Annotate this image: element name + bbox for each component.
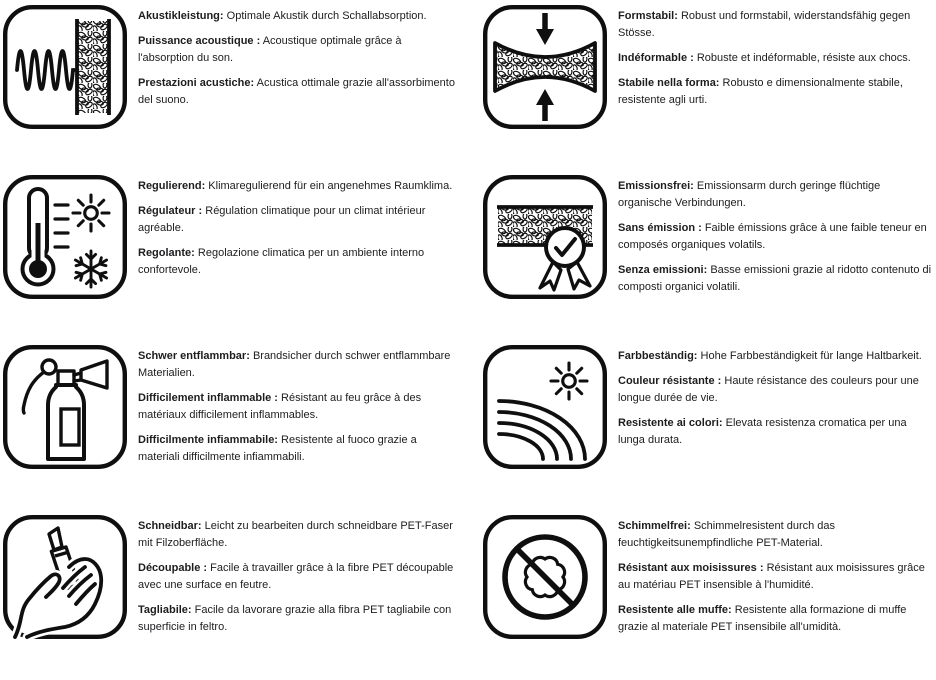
- feature-text-it: Facile da lavorare grazie alla fibra PET tagliabile con superficie in feltro.: [138, 604, 452, 633]
- feature-label-de: Formstabil:: [618, 10, 678, 22]
- certified-material-icon: [483, 175, 607, 299]
- feature-label-de: Schwer entflammbar:: [138, 350, 250, 362]
- feature-text-de: Klimaregulierend für ein angenehmes Raumklima.: [208, 180, 453, 192]
- feature-text-it: Regolazione climatica per un ambiente interno confortevole.: [138, 247, 425, 276]
- feature-paragraph-de: [618, 348, 936, 365]
- feature-text-fr: Robuste et indéformable, résiste aux chocs.: [696, 52, 911, 64]
- feature-label-de: Schneidbar:: [138, 520, 202, 532]
- feature-label-it: Resistente ai colori:: [618, 417, 723, 429]
- compression-resistance-icon: [483, 5, 607, 129]
- feature-paragraph-fr: [138, 390, 458, 424]
- feature-card-climate-regulating: [0, 170, 468, 340]
- feature-label-fr: Résistant aux moisissures :: [618, 562, 764, 574]
- feature-label-it: Stabile nella forma:: [618, 77, 720, 89]
- rainbow-sun-icon: [483, 345, 607, 469]
- thermometer-sun-snowflake-icon: [3, 175, 127, 299]
- feature-label-fr: Couleur résistante :: [618, 375, 722, 387]
- feature-label-de: Schimmelfrei:: [618, 520, 691, 532]
- feature-text-de: Robust und formstabil, widerstandsfähig gegen Stösse.: [618, 10, 911, 39]
- feature-paragraph-it: [138, 432, 458, 466]
- feature-paragraph-de: [618, 518, 936, 552]
- feature-label-it: Resistente alle muffe:: [618, 604, 732, 616]
- feature-paragraph-de: [138, 348, 458, 382]
- feature-texts: [618, 345, 936, 510]
- feature-texts: [138, 515, 458, 680]
- feature-paragraph-de: [618, 8, 936, 42]
- feature-label-fr: Indéformable :: [618, 52, 694, 64]
- feature-texts: [138, 5, 458, 170]
- feature-text-fr: Haute résistance des couleurs pour une longue durée de vie.: [618, 375, 919, 404]
- fire-extinguisher-icon: [3, 345, 127, 469]
- feature-paragraph-it: [138, 245, 458, 279]
- feature-text-de: Hohe Farbbeständigkeit für lange Haltbarkeit.: [700, 350, 922, 362]
- feature-text-de: Emissionsarm durch geringe flüchtige organische Verbindungen.: [618, 180, 881, 209]
- feature-label-it: Regolante:: [138, 247, 195, 259]
- feature-paragraph-it: [618, 415, 936, 449]
- feature-label-fr: Difficilement inflammable :: [138, 392, 278, 404]
- feature-label-fr: Régulateur :: [138, 205, 203, 217]
- feature-paragraph-fr: [138, 33, 458, 67]
- feature-label-fr: Puissance acoustique :: [138, 35, 261, 47]
- no-mold-icon: [483, 515, 607, 639]
- feature-label-de: Emissionsfrei:: [618, 180, 694, 192]
- hand-cutter-icon: [3, 515, 127, 639]
- feature-paragraph-de: [138, 178, 458, 195]
- feature-paragraph-de: [618, 178, 936, 212]
- feature-text-it: Elevata resistenza cromatica per una lunga durata.: [618, 417, 907, 446]
- sound-absorption-icon: [3, 5, 127, 129]
- feature-label-de: Farbbeständig:: [618, 350, 698, 362]
- feature-text-it: Resistente alla formazione di muffe grazie al materiale PET insensibile all'umidità.: [618, 604, 907, 633]
- feature-label-it: Senza emissioni:: [618, 264, 708, 276]
- feature-texts: [138, 345, 458, 510]
- feature-text-de: Optimale Akustik durch Schallabsorption.: [226, 10, 427, 22]
- feature-text-it: Basse emissioni grazie al ridotto contenuto di composti organici volatili.: [618, 264, 932, 293]
- fire-extinguisher-icon: [3, 345, 127, 469]
- feature-card-flame-retardant: [0, 340, 468, 510]
- feature-paragraph-fr: [618, 373, 936, 407]
- feature-paragraph-it: [138, 75, 458, 109]
- feature-paragraph-de: [138, 8, 458, 25]
- feature-card-colorfast: [468, 340, 936, 510]
- no-mold-icon: [483, 515, 607, 639]
- feature-card-mold-resistant: [468, 510, 936, 680]
- thermometer-sun-snowflake-icon: [3, 175, 127, 299]
- feature-texts: [618, 515, 936, 680]
- feature-paragraph-it: [138, 602, 458, 636]
- feature-paragraph-fr: [618, 50, 936, 67]
- feature-text-fr: Faible émissions grâce à une faible teneur en composés organiques volatils.: [618, 222, 927, 251]
- feature-card-form-stability: [468, 0, 936, 170]
- feature-text-it: Resistente al fuoco grazie a materiali difficilmente infiammabili.: [138, 434, 417, 463]
- feature-text-de: Brandsicher durch schwer entflammbare Materialien.: [138, 350, 451, 379]
- feature-text-it: Robusto e dimensionalmente stabile, resistente agli urti.: [618, 77, 903, 106]
- compression-resistance-icon: [483, 5, 607, 129]
- feature-text-de: Schimmelresistent durch das feuchtigkeitsunempfindliche PET-Material.: [618, 520, 836, 549]
- feature-label-fr: Découpable :: [138, 562, 208, 574]
- feature-card-cuttable: [0, 510, 468, 680]
- feature-label-it: Tagliabile:: [138, 604, 192, 616]
- feature-paragraph-fr: [138, 203, 458, 237]
- feature-texts: [618, 175, 936, 340]
- feature-paragraph-fr: [138, 560, 458, 594]
- feature-label-it: Difficilmente infiammabile:: [138, 434, 278, 446]
- feature-paragraph-it: [618, 602, 936, 636]
- feature-paragraph-it: [618, 75, 936, 109]
- feature-card-low-emission: [468, 170, 936, 340]
- feature-paragraph-de: [138, 518, 458, 552]
- feature-text-fr: Régulation climatique pour un climat intérieur agréable.: [138, 205, 426, 234]
- feature-text-fr: Résistant aux moisissures grâce au matériau PET insensible à l'humidité.: [618, 562, 925, 591]
- feature-label-de: Regulierend:: [138, 180, 206, 192]
- feature-label-fr: Sans émission :: [618, 222, 702, 234]
- rainbow-sun-icon: [483, 345, 607, 469]
- feature-texts: [138, 175, 458, 340]
- feature-paragraph-fr: [618, 560, 936, 594]
- feature-text-fr: Facile à travailler grâce à la fibre PET découpable avec une surface en feutre.: [138, 562, 454, 591]
- hand-cutter-icon: [3, 515, 127, 639]
- feature-paragraph-it: [618, 262, 936, 296]
- feature-label-it: Prestazioni acustiche:: [138, 77, 255, 89]
- feature-texts: [618, 5, 936, 170]
- sound-absorption-icon: [3, 5, 127, 129]
- feature-label-de: Akustikleistung:: [138, 10, 224, 22]
- feature-text-fr: Résistant au feu grâce à des matériaux difficilement inflammables.: [138, 392, 422, 421]
- feature-card-acoustic: [0, 0, 468, 170]
- feature-paragraph-fr: [618, 220, 936, 254]
- certified-material-icon: [483, 175, 607, 299]
- feature-text-it: Acustica ottimale grazie all'assorbimento del suono.: [138, 77, 455, 106]
- feature-text-de: Leicht zu bearbeiten durch schneidbare PET-Faser mit Filzoberfläche.: [138, 520, 453, 549]
- feature-text-fr: Acoustique optimale grâce à l'absorption du son.: [138, 35, 402, 64]
